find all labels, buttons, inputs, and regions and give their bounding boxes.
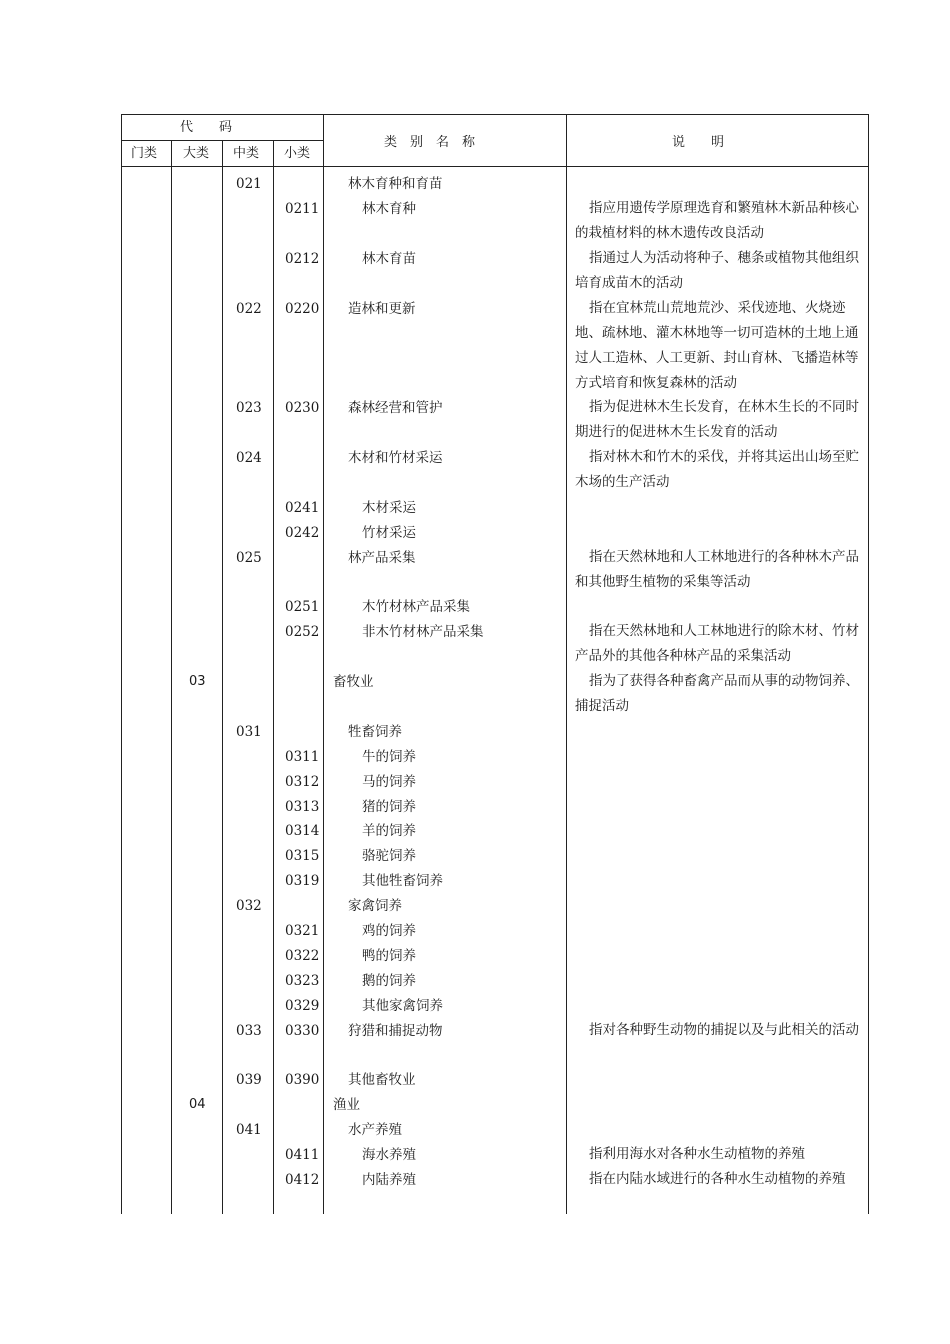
minor-code: 0319: [285, 873, 320, 890]
category-name: 其他牲畜饲养: [362, 873, 443, 890]
header-name: 类 别 名 称: [384, 135, 476, 150]
category-description: 指在天然林地和人工林地进行的各种林木产品和其他野生植物的采集等活动: [575, 548, 859, 590]
minor-code: 0322: [285, 947, 320, 964]
category-description: 指在内陆水域进行的各种水生动植物的养殖: [589, 1171, 846, 1187]
category-description: 指在天然林地和人工林地进行的除木材、竹材产品外的其他各种林产品的采集活动: [575, 623, 859, 665]
category-description: 指通过人为活动将种子、穗条或植物其他组织培育成苗木的活动: [575, 249, 859, 291]
category-name: 林木育种: [362, 200, 416, 217]
category-name: 渔业: [333, 1097, 360, 1114]
minor-code: 0323: [285, 972, 320, 989]
minor-code: 0220: [285, 300, 320, 317]
category-name: 其他家禽饲养: [362, 997, 443, 1014]
category-name: 骆驼饲养: [362, 848, 416, 865]
minor-code: 0252: [285, 624, 320, 641]
medium-code: 022: [236, 300, 262, 317]
category-name: 内陆养殖: [362, 1172, 416, 1188]
category-name: 木材和竹材采运: [348, 449, 443, 466]
medium-code: 021: [236, 176, 262, 192]
table-top-border: [121, 114, 869, 115]
col-line-major-medium: [222, 140, 223, 1214]
category-name: 猪的饲养: [362, 798, 416, 815]
col-line-medium-minor: [273, 140, 274, 1214]
category-name: 鸭的饲养: [362, 947, 416, 964]
category-description: 指对各种野生动物的捕捉以及与此相关的活动: [589, 1021, 859, 1038]
category-name: 牛的饲养: [362, 748, 416, 765]
header-desc: 说 明: [672, 135, 725, 150]
category-name: 木材采运: [362, 499, 416, 516]
minor-code: 0314: [285, 823, 320, 840]
col-line-left: [121, 114, 122, 1214]
category-name: 其他畜牧业: [348, 1072, 416, 1089]
minor-code: 0329: [285, 997, 320, 1014]
medium-code: 031: [236, 723, 262, 740]
col-line-right: [868, 114, 869, 1214]
minor-code: 0211: [285, 200, 320, 217]
col-line-name-desc: [566, 114, 567, 1214]
header-major: 大类: [183, 146, 210, 161]
major-code: 03: [189, 674, 206, 689]
header-door: 门类: [131, 146, 158, 161]
category-description: 指利用海水对各种水生动植物的养殖: [589, 1146, 805, 1163]
minor-code: 0412: [285, 1172, 320, 1188]
category-name: 林产品采集: [348, 549, 416, 566]
category-name: 畜牧业: [333, 674, 374, 690]
category-name: 鸡的饲养: [362, 923, 416, 939]
header-minor: 小类: [284, 146, 311, 161]
col-line-minor-name: [323, 114, 324, 1214]
minor-code: 0315: [285, 848, 320, 865]
medium-code: 033: [236, 1022, 262, 1039]
minor-code: 0390: [285, 1072, 320, 1089]
category-name: 鹅的饲养: [362, 972, 416, 989]
category-description: 指为了获得各种畜禽产品而从事的动物饲养、捕捉活动: [575, 673, 859, 714]
category-description: 指在宜林荒山荒地荒沙、采伐迹地、火烧迹地、疏林地、灌木林地等一切可造林的土地上通过人工造林、人工更新、封山育林、飞播造林等方式培育和恢复森林的活动: [575, 299, 859, 391]
header-bottom-line: [121, 166, 869, 167]
category-name: 牲畜饲养: [348, 723, 402, 740]
major-code: 04: [189, 1097, 206, 1113]
minor-code: 0242: [285, 524, 320, 541]
minor-code: 0321: [285, 923, 320, 939]
category-name: 羊的饲养: [362, 823, 416, 840]
category-name: 林木育种和育苗: [348, 176, 443, 192]
medium-code: 023: [236, 400, 262, 417]
header-code-group: 代 码: [180, 120, 233, 135]
medium-code: 024: [236, 449, 262, 466]
medium-code: 039: [236, 1072, 262, 1089]
minor-code: 0241: [285, 499, 320, 516]
minor-code: 0230: [285, 400, 320, 417]
category-description: 指对林木和竹木的采伐，并将其运出山场至贮木场的生产活动: [575, 448, 859, 490]
medium-code: 032: [236, 898, 262, 915]
category-name: 林木育苗: [362, 250, 416, 267]
medium-code: 041: [236, 1122, 262, 1139]
col-line-door-major: [171, 140, 172, 1214]
category-name: 水产养殖: [348, 1122, 402, 1139]
minor-code: 0251: [285, 599, 320, 616]
category-name: 海水养殖: [362, 1147, 416, 1164]
category-name: 森林经营和管护: [348, 400, 443, 417]
category-description: 指应用遗传学原理选育和繁殖林木新品种核心的栽植材料的林木遗传改良活动: [575, 199, 859, 241]
category-description: 指为促进林木生长发育，在林木生长的不同时期进行的促进林木生长发育的活动: [575, 399, 859, 441]
category-name: 非木竹材林产品采集: [362, 624, 484, 641]
minor-code: 0313: [285, 798, 320, 815]
category-name: 狩猎和捕捉动物: [348, 1022, 443, 1039]
category-name: 竹材采运: [362, 524, 416, 541]
medium-code: 025: [236, 549, 262, 566]
minor-code: 0312: [285, 773, 320, 790]
header-medium: 中类: [233, 146, 260, 161]
minor-code: 0411: [285, 1147, 320, 1164]
category-name: 家禽饲养: [348, 898, 402, 915]
category-name: 造林和更新: [348, 300, 416, 317]
minor-code: 0330: [285, 1022, 320, 1039]
category-name: 马的饲养: [362, 773, 416, 790]
category-name: 木竹材林产品采集: [362, 599, 470, 616]
minor-code: 0311: [285, 748, 320, 765]
minor-code: 0212: [285, 250, 320, 267]
